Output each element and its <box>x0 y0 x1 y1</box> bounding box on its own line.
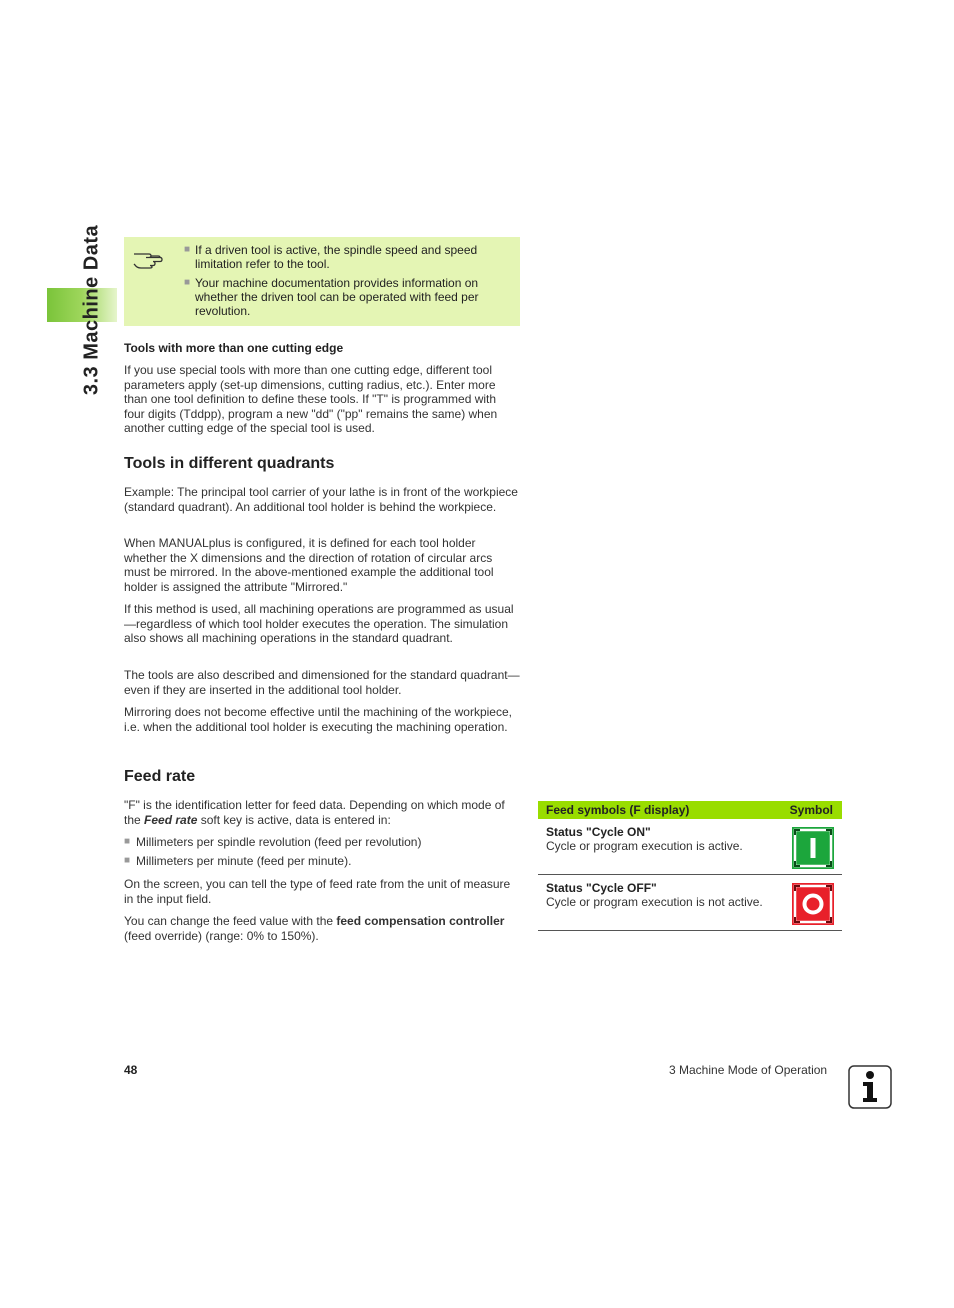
list-item: ■ Millimeters per minute (feed per minute). <box>124 854 352 868</box>
bullet-square-icon: ■ <box>184 277 191 288</box>
row-title: Status "Cycle OFF" <box>546 881 657 895</box>
bullet-square-icon: ■ <box>124 836 131 847</box>
quadrants-heading: Tools in different quadrants <box>124 455 335 472</box>
note-box <box>124 237 520 326</box>
feed-intro: "F" is the identification letter for feed data. Depending on which mode of the Feed rate soft key is active, data is entered in: <box>124 798 505 827</box>
table-header-col2: Symbol <box>789 803 833 817</box>
quadrants-para: When MANUALplus is configured, it is defined for each tool holder whether the X dimensions and the direction of rotation of circular arcs must be mirrored. In the above-mentioned example the additional tool holder is assigned the attribute "Mirrored." <box>124 536 494 594</box>
quadrants-para: If this method is used, all machining operations are programmed as usual—regardless of which tool holder executes the operation. The simulation also shows all machining operations in the standard quadrant. <box>124 602 514 645</box>
note-list <box>184 243 509 323</box>
feed-symbols-table <box>538 801 842 931</box>
note-item: ■ If a driven tool is active, the spindle speed and speed limitation refer to the tool. <box>184 243 478 271</box>
feed-heading: Feed rate <box>124 768 196 785</box>
pointing-hand-icon <box>132 245 164 269</box>
feed-controller-term: feed compensation controller <box>336 914 505 928</box>
row-title: Status "Cycle ON" <box>546 825 651 839</box>
section-side-title: 3.3 Machine Data <box>80 224 103 396</box>
table-row <box>538 819 842 875</box>
page-number: 48 <box>124 1063 138 1077</box>
bullet-square-icon: ■ <box>184 244 191 255</box>
feed-units-list <box>124 835 520 873</box>
row-desc: Cycle or program execution is not active. <box>546 895 763 909</box>
cycle-off-icon <box>792 883 834 925</box>
quadrants-para: Example: The principal tool carrier of your lathe is in front of the workpiece (standard quadrant). An additional tool holder is behind the workpiece. <box>124 485 518 514</box>
bullet-square-icon: ■ <box>124 855 131 866</box>
feed-change-para: You can change the feed value with the feed compensation controller (feed override) (range: 0% to 150%). <box>124 914 505 943</box>
chapter-title: 3 Machine Mode of Operation <box>669 1063 828 1077</box>
cutting-edge-section <box>124 363 520 436</box>
quadrants-para: The tools are also described and dimensioned for the standard quadrant—even if they are inserted in the additional tool holder. <box>124 668 520 697</box>
table-row <box>538 875 842 931</box>
cutting-edge-heading: Tools with more than one cutting edge <box>124 341 344 355</box>
info-icon <box>848 1065 892 1109</box>
cutting-edge-text: If you use special tools with more than one cutting edge, different tool parameters apply (set-up dimensions, cutting radius, etc.). Enter more than one tool definition to define these tools. If "T" is programmed with four digits (Tddpp), program a new "dd" ("pp" remains the same) when another cutting edge of the special tool is used. <box>124 363 498 435</box>
feed-rate-softkey-name: Feed rate <box>144 812 198 827</box>
list-item: ■ Millimeters per spindle revolution (feed per revolution) <box>124 835 422 849</box>
table-header <box>538 801 842 819</box>
cycle-on-icon <box>792 827 834 869</box>
table-header-col1: Feed symbols (F display) <box>546 803 690 817</box>
feed-section <box>124 768 520 786</box>
note-item: ■ Your machine documentation provides information on whether the driven tool can be operated with feed per revolution. <box>184 276 479 318</box>
row-desc: Cycle or program execution is active. <box>546 839 743 853</box>
quadrants-para: Mirroring does not become effective until the machining of the workpiece, i.e. when the additional tool holder is executing the machining operation. <box>124 705 512 734</box>
quadrants-section <box>124 455 520 473</box>
feed-screen-para: On the screen, you can tell the type of feed rate from the unit of measure in the input field. <box>124 877 511 906</box>
